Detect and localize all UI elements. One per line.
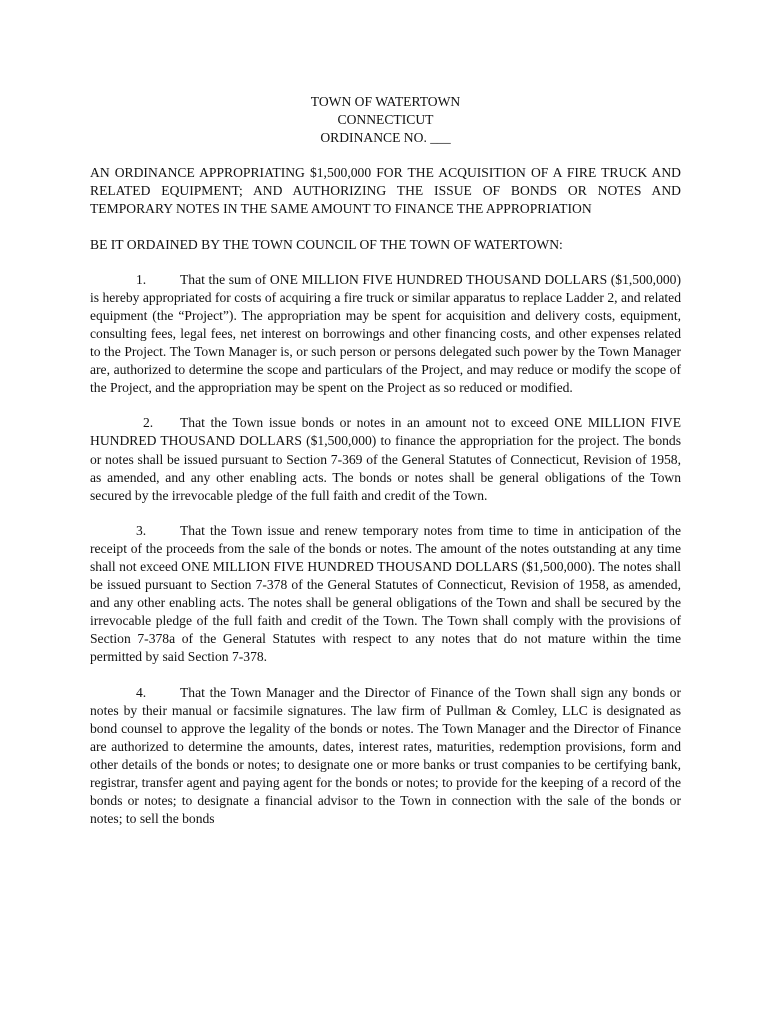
header-ordinance-number: ORDINANCE NO. ___	[320, 130, 451, 146]
section-text: That the Town Manager and the Director of Finance of the Town shall sign any bonds or notes by their manual or facsimile signatures. The law firm of Pullman & Comley, LLC is designated as bond counsel to approve the legality of the bonds or notes. The Town Manager and the Director of Finance are authorized to determine the amounts, dates, interest rates, maturities, redemption provisions, form and other details of the bonds or notes; to designate one or more banks or trust companies to be certifying bank, registrar, transfer agent and paying agent for the bonds or notes; to provide for the keeping of a record of the bonds or notes; to designate a financial advisor to the Town in connection with the sale of the bonds or notes; to sell the bonds	[90, 684, 681, 827]
ordinance-title: AN ORDINANCE APPROPRIATING $1,500,000 FOR THE ACQUISITION OF A FIRE TRUCK AND RELATED EQUIPMENT; AND AUTHORIZING THE ISSUE OF BONDS OR NOTES AND TEMPORARY NOTES IN THE SAME AMOUNT TO FINANCE THE APPROPRIATION	[90, 165, 681, 217]
section-text: That the Town issue bonds or notes in an amount not to exceed ONE MILLION FIVE HUNDRED THOUSAND DOLLARS ($1,500,000) to finance the appropriation for the project. The bonds or notes shall be issued pursuant to Section 7-369 of the General Statutes of Connecticut, Revision of 1958, as amended, and any other enabling acts. The bonds or notes shall be general obligations of the Town secured by the irrevocable pledge of the full faith and credit of the Town.	[90, 415, 681, 503]
section-number: 4.	[136, 684, 147, 700]
section-4	[90, 684, 681, 829]
section-3	[90, 522, 681, 667]
section-number: 2.	[143, 415, 154, 431]
section-1	[90, 271, 681, 398]
header-town: TOWN OF WATERTOWN	[310, 94, 461, 109]
document-header	[90, 93, 681, 147]
section-2	[90, 414, 681, 504]
document-page	[90, 93, 681, 828]
section-text: That the Town issue and renew temporary notes from time to time in anticipation of the receipt of the proceeds from the sale of the bonds or notes. The amount of the notes outstanding at any time shall not exceed ONE MILLION FIVE HUNDRED THOUSAND DOLLARS ($1,500,000). The notes shall be issued pursuant to Section 7-378 of the General Statutes of Connecticut, Revision of 1958, as amended, and any other enabling acts. The notes shall be general obligations of the Town and shall be secured by the irrevocable pledge of the full faith and credit of the Town. The Town shall comply with the provisions of Section 7-378a of the General Statutes with respect to any notes that do not mature within the time permitted by said Section 7-378.	[90, 522, 681, 665]
ordained-clause: BE IT ORDAINED BY THE TOWN COUNCIL OF THE TOWN OF WATERTOWN:	[90, 236, 563, 252]
section-number: 3.	[136, 522, 147, 538]
section-text: That the sum of ONE MILLION FIVE HUNDRED THOUSAND DOLLARS ($1,500,000) is hereby appropriated for costs of acquiring a fire truck or similar apparatus to replace Ladder 2, and related equipment (the “Project”). The appropriation may be spent for acquisition and delivery costs, equipment, consulting fees, legal fees, net interest on borrowings and other financing costs, and other expenses related to the Project. The Town Manager is, or such person or persons delegated such power by the Town Manager are, authorized to determine the scope and particulars of the Project, and may reduce or modify the scope of the Project, and the appropriation may be spent on the Project as so reduced or modified.	[90, 271, 681, 396]
section-number: 1.	[136, 271, 147, 287]
header-state: CONNECTICUT	[337, 112, 434, 128]
